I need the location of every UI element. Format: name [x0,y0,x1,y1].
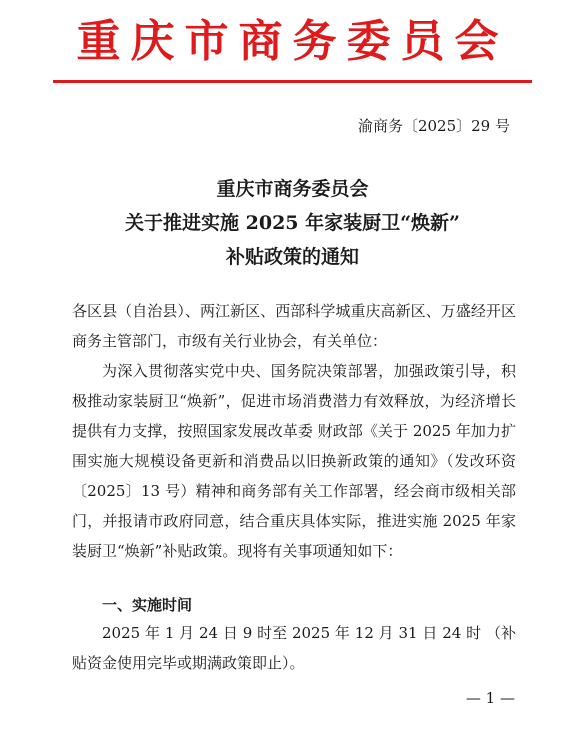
document-number: 渝商务〔2025〕29 号 [357,117,510,135]
document-title [0,172,585,274]
intro-paragraph: 为深入贯彻落实党中央、国务院决策部署，加强政策引导，积极推动家装厨卫“焕新”，促进市场消费潜力有效释放，为经济增长提供有力支撑，按照国家发展改革委 财政部《关于 2025 年加力扩围实施大规模设备更新和消费品以旧换新政策的通知》（发改环资〔2025〕13 号）精神和商务部有关工作部署，经会商市级相关部门，并报请市政府同意，结合重庆具体实际，推进实施 2025 年家装厨卫“焕新”补贴政策。现将有关事项通知如下： [72,362,516,560]
section-1-block [72,618,516,678]
intro-paragraph-block [72,356,516,566]
title-line-3: 补贴政策的通知 [225,246,359,268]
title-line-1: 重庆市商务委员会 [216,178,369,200]
masthead-title: 重庆市商务委员会 [76,16,509,67]
page-number: — 1 — [465,689,515,707]
masthead-red-rule [53,80,532,83]
section-1-text: 2025 年 1 月 24 日 9 时至 2025 年 12 月 31 日 24 时 （补贴资金使用完毕或期满政策即止）。 [72,624,516,672]
section-1-heading: 一、实施时间 [102,596,193,614]
addressee-block [72,296,516,356]
title-line-2: 关于推进实施 2025 年家装厨卫“焕新” [125,212,460,234]
addressee-text: 各区县（自治县）、两江新区、西部科学城重庆高新区、万盛经开区商务主管部门，市级有关行业协会，有关单位： [72,302,516,350]
